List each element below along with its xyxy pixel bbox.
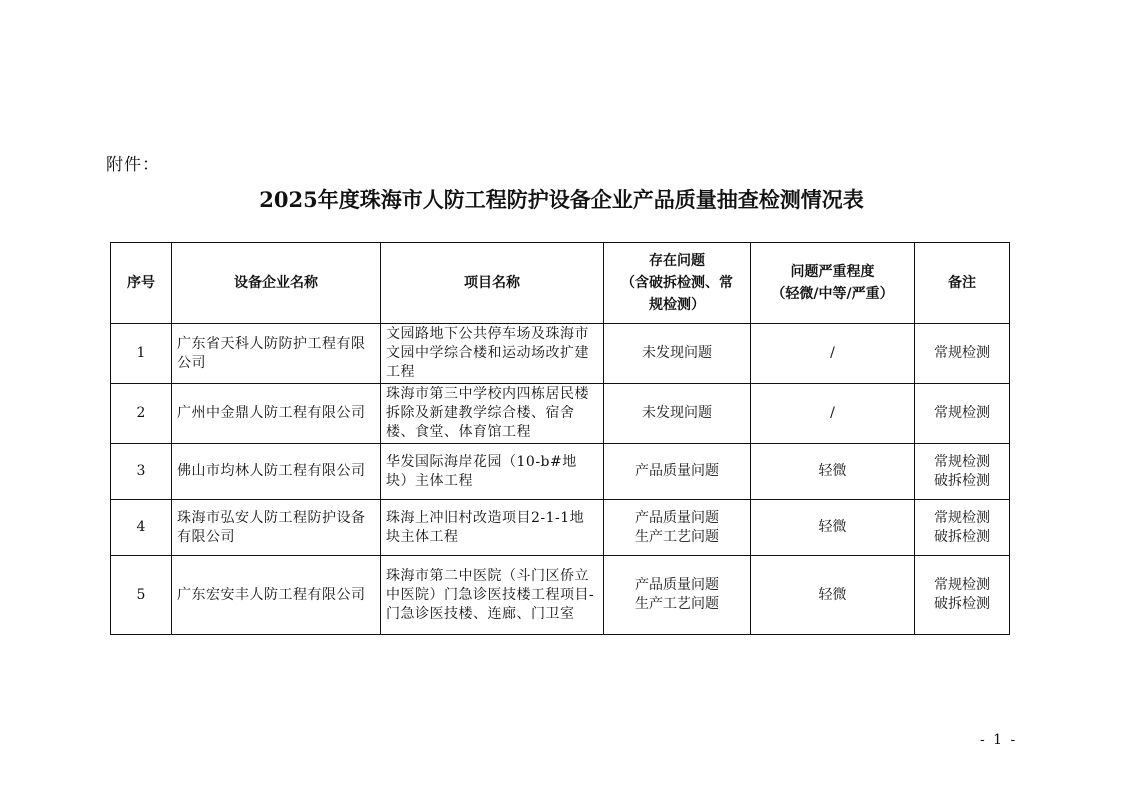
row-project: 文园路地下公共停车场及珠海市文园中学综合楼和运动场改扩建工程 <box>381 324 604 384</box>
row-project: 华发国际海岸花园（10-b#地块）主体工程 <box>381 444 604 500</box>
row-remarks <box>915 556 1010 635</box>
header-issues <box>604 243 751 324</box>
row-company: 珠海市弘安人防工程防护设备有限公司 <box>172 500 381 556</box>
row-remarks <box>915 444 1010 500</box>
row-issue: 未发现问题 <box>642 345 712 361</box>
attachment-label: 附件： <box>106 155 160 175</box>
row-issues <box>604 556 751 635</box>
row-project: 珠海市第二中医院（斗门区侨立中医院）门急诊医技楼工程项目-门急诊医技楼、连廊、门卫室 <box>381 556 604 635</box>
row-remark: 破拆检测 <box>934 528 990 545</box>
table-row <box>111 324 1010 384</box>
row-remarks <box>915 500 1010 556</box>
header-remarks: 备注 <box>915 243 1010 324</box>
row-project: 珠海上冲旧村改造项目2-1-1地块主体工程 <box>381 500 604 556</box>
row-severity: 轻微 <box>751 500 915 556</box>
row-index: 2 <box>111 384 172 444</box>
row-severity: / <box>751 324 915 384</box>
row-remark: 常规检测 <box>934 509 990 526</box>
page-number: - 1 - <box>980 732 1018 748</box>
row-company: 佛山市均林人防工程有限公司 <box>172 444 381 500</box>
row-severity: / <box>751 384 915 444</box>
table-header-row <box>111 243 1010 324</box>
row-company: 广东省天科人防防护工程有限公司 <box>172 324 381 384</box>
row-index: 1 <box>111 324 172 384</box>
row-company: 广州中金鼎人防工程有限公司 <box>172 384 381 444</box>
row-index: 4 <box>111 500 172 556</box>
row-issue: 产品质量问题 <box>635 509 719 526</box>
row-severity: 轻微 <box>751 444 915 500</box>
row-remark: 常规检测 <box>934 345 990 361</box>
table-row <box>111 556 1010 635</box>
row-remark: 常规检测 <box>934 453 990 470</box>
row-issues <box>604 324 751 384</box>
row-issues <box>604 500 751 556</box>
table-row <box>111 444 1010 500</box>
header-company: 设备企业名称 <box>172 243 381 324</box>
header-issues-line2: （含破拆检测、常 <box>621 275 733 291</box>
row-remark: 常规检测 <box>934 405 990 421</box>
row-index: 3 <box>111 444 172 500</box>
row-index: 5 <box>111 556 172 635</box>
row-company: 广东宏安丰人防工程有限公司 <box>172 556 381 635</box>
header-issues-line3: 规检测） <box>649 297 705 313</box>
document-title: 2025年度珠海市人防工程防护设备企业产品质量抽查检测情况表 <box>259 187 864 212</box>
row-issue: 生产工艺问题 <box>635 596 719 612</box>
row-issue: 生产工艺问题 <box>635 528 719 545</box>
row-remark: 破拆检测 <box>934 596 990 612</box>
row-severity: 轻微 <box>751 556 915 635</box>
header-project: 项目名称 <box>381 243 604 324</box>
row-project: 珠海市第三中学校内四栋居民楼拆除及新建教学综合楼、宿舍楼、食堂、体育馆工程 <box>381 384 604 444</box>
table-row <box>111 500 1010 556</box>
table-row <box>111 384 1010 444</box>
row-remark: 破拆检测 <box>934 472 990 489</box>
row-remarks <box>915 384 1010 444</box>
row-issue: 产品质量问题 <box>635 463 719 479</box>
header-severity-line2: （轻微/中等/严重） <box>771 286 894 302</box>
row-issue: 产品质量问题 <box>635 577 719 593</box>
header-severity-line1: 问题严重程度 <box>790 264 875 280</box>
row-remarks <box>915 324 1010 384</box>
row-issues <box>604 444 751 500</box>
row-issue: 未发现问题 <box>642 405 712 421</box>
header-index: 序号 <box>111 243 172 324</box>
row-issues <box>604 384 751 444</box>
inspection-table <box>110 242 1010 635</box>
header-severity <box>751 243 915 324</box>
row-remark: 常规检测 <box>934 577 990 593</box>
header-issues-line1: 存在问题 <box>649 253 705 269</box>
